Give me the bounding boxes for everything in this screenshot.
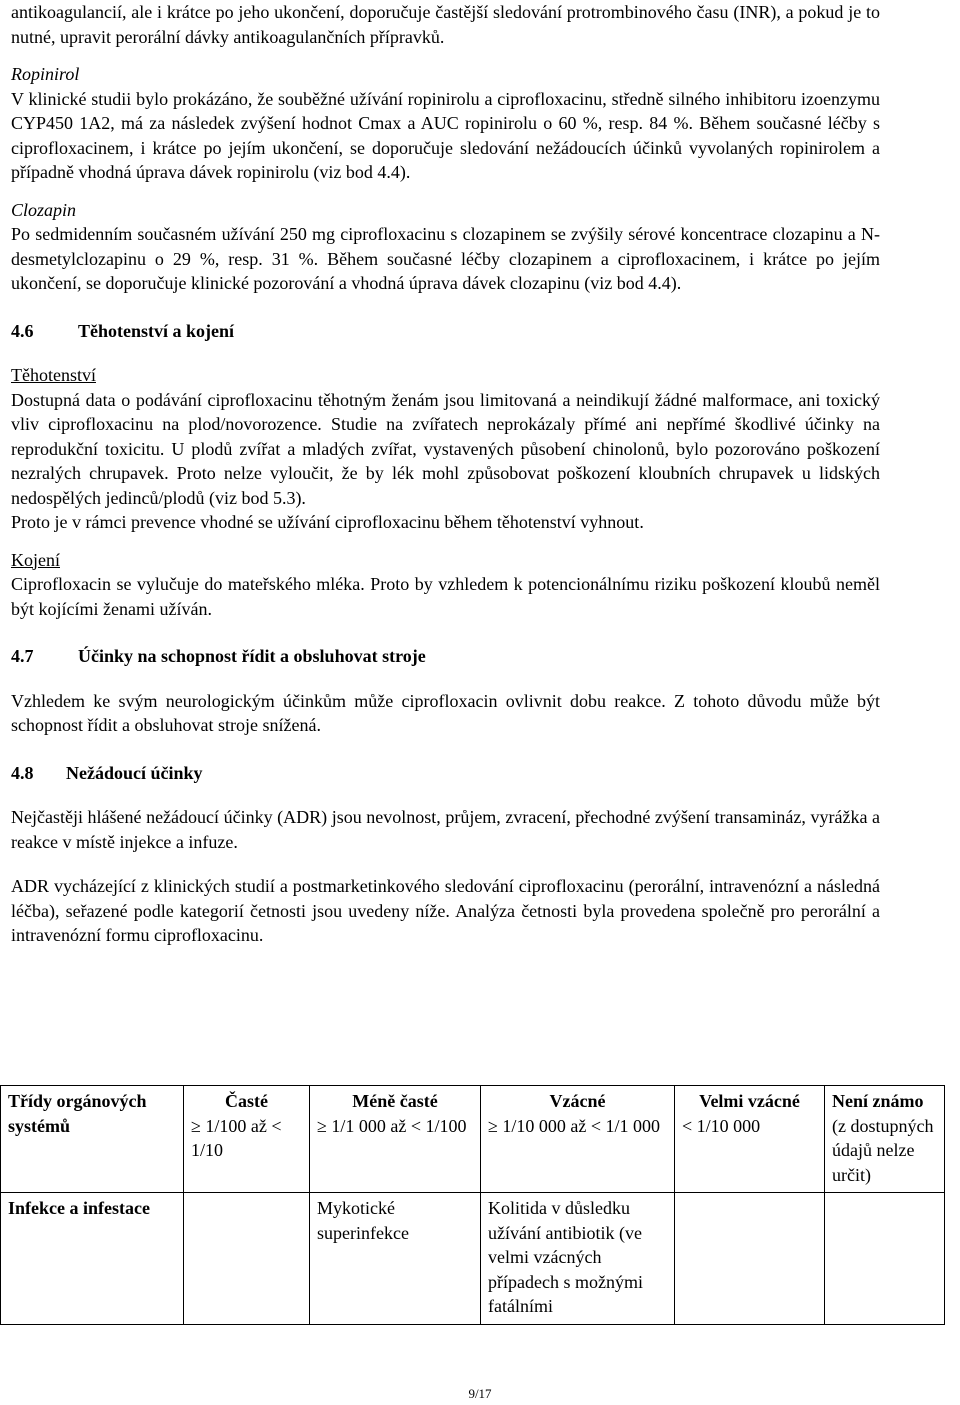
section-4-6-title: Těhotenství a kojení <box>78 320 235 341</box>
section-4-7-paragraph: Vzhledem ke svým neurologickým účinkům může ciprofloxacin ovlivnit dobu reakce. Z tohoto důvodu může být schopnost řídit a obsluhovat stroje snížená. <box>11 690 880 735</box>
header-organ-class <box>1 1086 184 1193</box>
header-very-rare-title: Velmi vzácné <box>699 1091 800 1111</box>
section-4-7-number: 4.7 <box>11 646 34 666</box>
header-uncommon <box>310 1086 481 1193</box>
adr-table-header-row <box>1 1086 945 1193</box>
header-unknown-title: Není známo <box>832 1091 924 1111</box>
document-page <box>11 0 880 948</box>
rare-cell: Kolitida v důsledku užívání antibiotik (ve velmi vzácných případech s možnými fatálními <box>481 1193 675 1325</box>
header-uncommon-title: Méně časté <box>352 1091 438 1111</box>
clozapin-paragraph: Po sedmidenním současném užívání 250 mg ciprofloxacinu s clozapinem se zvýšily sérové koncentrace clozapinu a N-desmetylclozapinu o 29 %, resp. 31 %. Během současné léčby clozapinem a ciprofloxacinem, i krátce po jejím ukončení, se doporučuje klinické pozorování a vhodná úprava dávek clozapinu (viz bod 4.4). <box>11 224 880 293</box>
header-rare-range: ≥ 1/10 000 až < 1/1 000 <box>488 1115 661 1136</box>
section-4-8-number: 4.8 <box>11 762 34 783</box>
organ-class-cell: Infekce a infestace <box>1 1193 184 1325</box>
common-cell <box>184 1193 310 1325</box>
header-common-range: ≥ 1/100 až < 1/10 <box>191 1115 282 1160</box>
pregnancy-paragraph: Dostupná data o podávání ciprofloxacinu těhotným ženám jsou limitovaná a neindikují žádné malformace, ani toxický vliv ciprofloxacinu na plod/novorozence. Studie na zvířatech neprokázaly přímé ani nepřímé škodlivé účinky na reprodukční toxicitu. U plodů zvířat a mladých zvířat, vystavených působení chinolonů, bylo pozorováno poškození nezralých chrupavek. Proto nelze vyloučit, že by lék mohl způsobovat poškození kloubních chrupavek u lidských nedospělých jedinců/plodů (viz bod 5.3). <box>11 389 880 508</box>
section-4-6-number: 4.6 <box>11 320 34 341</box>
ropinirol-paragraph: V klinické studii bylo prokázáno, že souběžné užívání ropinirolu a ciprofloxacinu, středně silného inhibitoru izoenzymu CYP450 1A2, má za následek zvýšení hodnot Cmax a AUC ropinirolu o 60 %, resp. 84 %. Během současné léčby s ciprofloxacinem, i krátce po jejím ukončení, se doporučuje sledování nežádoucích účinků vyvolaných ropinirolem a případně vhodná úprava dávek ropinirolu (viz bod 4.4). <box>11 88 880 182</box>
section-4-8-title: Nežádoucí účinky <box>66 762 203 783</box>
lactation-label: Kojení <box>11 549 60 570</box>
unknown-cell <box>825 1193 945 1325</box>
header-very-rare <box>675 1086 825 1193</box>
pregnancy-label: Těhotenství <box>11 365 96 385</box>
header-rare <box>481 1086 675 1193</box>
header-common <box>184 1086 310 1193</box>
header-uncommon-range: ≥ 1/1 000 až < 1/100 <box>317 1115 467 1136</box>
header-organ-class-title: Třídy orgánových systémů <box>8 1091 147 1136</box>
header-very-rare-range: < 1/10 000 <box>682 1115 761 1136</box>
section-4-8-paragraph-1: Nejčastěji hlášené nežádoucí účinky (ADR) jsou nevolnost, průjem, zvracení, přechodné zvýšení transamináz, vyrážka a reakce v místě injekce a infuze. <box>11 807 880 852</box>
lactation-paragraph: Ciprofloxacin se vylučuje do mateřského mléka. Proto by vzhledem k potencionálnímu riziku poškození kloubů neměl být kojícími ženami užíván. <box>11 574 880 619</box>
page-number: 9/17 <box>468 1386 492 1401</box>
header-rare-title: Vzácné <box>549 1091 606 1111</box>
section-4-8-heading <box>11 761 880 786</box>
section-4-7-heading <box>11 644 880 669</box>
header-common-title: Časté <box>225 1091 268 1111</box>
clozapin-label: Clozapin <box>11 199 77 220</box>
section-4-7-title: Účinky na schopnost řídit a obsluhovat stroje <box>78 646 426 666</box>
table-row <box>1 1193 945 1325</box>
ropinirol-label: Ropinirol <box>11 64 80 84</box>
very-rare-cell <box>675 1193 825 1325</box>
intro-paragraph: antikoagulancií, ale i krátce po jeho ukončení, doporučuje častější sledování protrombinového času (INR), a pokud je to nutné, upravit perorální dávky antikoagulančních přípravků. <box>11 2 880 47</box>
section-4-6-heading <box>11 319 880 344</box>
adr-table <box>0 1085 945 1325</box>
section-4-8-paragraph-2: ADR vycházející z klinických studií a postmarketinkového sledování ciprofloxacinu (perorální, intravenózní a následná léčba), seřazené podle kategorií četnosti jsou uvedeny níže. Analýza četnosti byla provedena společně pro perorální a intravenózní formu ciprofloxacinu. <box>11 876 880 945</box>
header-unknown <box>825 1086 945 1193</box>
uncommon-cell: Mykotické superinfekce <box>310 1193 481 1325</box>
pregnancy-paragraph-2: Proto je v rámci prevence vhodné se užívání ciprofloxacinu během těhotenství vyhnout. <box>11 512 644 532</box>
header-unknown-range: (z dostupných údajů nelze určit) <box>832 1115 934 1185</box>
